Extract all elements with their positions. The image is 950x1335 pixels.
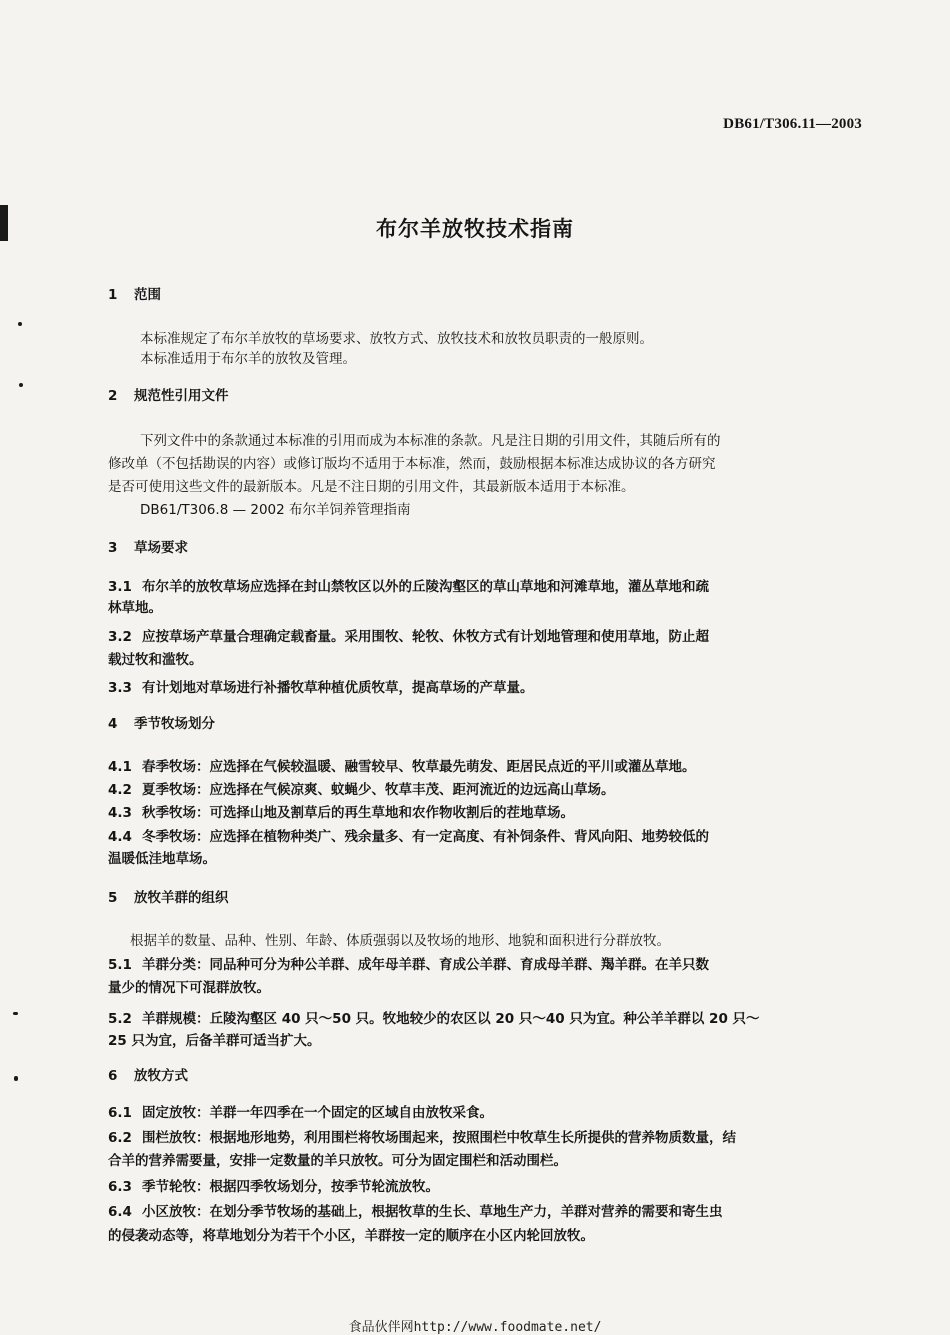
- clause-5-2-continued: 25 只为宜，后备羊群可适当扩大。: [108, 1033, 321, 1049]
- section-number: 1: [108, 287, 118, 303]
- clause-number: 6.2: [108, 1130, 132, 1146]
- clause-3-1-continued: 林草地。: [108, 600, 162, 616]
- clause-text: 应按草场产草量合理确定载畜量。采用围牧、轮牧、休牧方式有计划地管理和使用草地，防止超: [142, 629, 709, 645]
- clause-4-4-continued: 温暖低洼地草场。: [108, 851, 216, 867]
- section-title: 季节牧场划分: [134, 716, 215, 732]
- normative-reference: DB61/T306.8 — 2002 布尔羊饲养管理指南: [140, 502, 411, 518]
- clause-text: 夏季牧场：应选择在气候凉爽、蚊蝇少、牧草丰茂、距河流近的边远高山草场。: [142, 782, 615, 798]
- footer-watermark: [0, 1316, 950, 1335]
- clause-text: 羊群规模：丘陵沟壑区 40 只～50 只。牧地较少的农区以 20 只～40 只为宜。种公羊羊群以 20 只～: [142, 1011, 760, 1027]
- section-2-paragraph-line: 修改单（不包括勘误的内容）或修订版均不适用于本标准，然而，鼓励根据本标准达成协议的各方研究: [108, 456, 716, 472]
- clause-6-4: [108, 1202, 723, 1222]
- section-number: 5: [108, 890, 118, 906]
- clause-text: 有计划地对草场进行补播牧草种植优质牧草，提高草场的产草量。: [142, 680, 534, 696]
- clause-6-2-continued: 合羊的营养需要量，安排一定数量的羊只放牧。可分为固定围栏和活动围栏。: [108, 1153, 567, 1169]
- clause-number: 4.1: [108, 759, 132, 775]
- section-2-paragraph-line: 下列文件中的条款通过本标准的引用而成为本标准的条款。凡是注日期的引用文件，其随后所有的: [140, 433, 721, 449]
- clause-text: 小区放牧：在划分季节牧场的基础上，根据牧草的生长、草地生产力，羊群对营养的需要和寄生虫: [142, 1204, 723, 1220]
- clause-number: 6.1: [108, 1105, 132, 1121]
- section-1-paragraph: 本标准适用于布尔羊的放牧及管理。: [140, 351, 356, 367]
- section-4-heading: [108, 714, 215, 734]
- section-number: 2: [108, 388, 118, 404]
- page-title: 布尔羊放牧技术指南: [376, 217, 574, 241]
- clause-text: 春季牧场：应选择在气候较温暖、融雪较早、牧草最先萌发、距居民点近的平川或灌丛草地。: [142, 759, 696, 775]
- clause-6-4-continued: 的侵袭动态等，将草地划分为若干个小区，羊群按一定的顺序在小区内轮回放牧。: [108, 1228, 594, 1244]
- clause-4-4: [108, 827, 709, 847]
- clause-number: 3.1: [108, 579, 132, 595]
- section-number: 6: [108, 1068, 118, 1084]
- clause-6-1: [108, 1103, 493, 1123]
- section-number: 4: [108, 716, 118, 732]
- clause-5-2: [108, 1009, 760, 1029]
- section-number: 3: [108, 540, 118, 556]
- section-1-paragraph: 本标准规定了布尔羊放牧的草场要求、放牧方式、放牧技术和放牧员职责的一般原则。: [140, 331, 653, 347]
- scan-dot: [18, 322, 22, 326]
- section-title: 放牧方式: [134, 1068, 188, 1084]
- section-2-paragraph-line: 是否可使用这些文件的最新版本。凡是不注日期的引用文件，其最新版本适用于本标准。: [108, 479, 635, 495]
- section-5-heading: [108, 888, 229, 908]
- clause-3-3: [108, 678, 534, 698]
- section-1-heading: [108, 285, 161, 305]
- clause-4-3: [108, 803, 574, 823]
- section-6-heading: [108, 1066, 188, 1086]
- scan-dot: [13, 1012, 18, 1015]
- section-title: 范围: [134, 287, 161, 303]
- section-3-heading: [108, 538, 188, 558]
- clause-number: 3.3: [108, 680, 132, 696]
- clause-number: 5.2: [108, 1011, 132, 1027]
- clause-number: 4.2: [108, 782, 132, 798]
- clause-text: 冬季牧场：应选择在植物种类广、残余量多、有一定高度、有补饲条件、背风向阳、地势较低的: [142, 829, 709, 845]
- footer-site-name: 食品伙伴网: [348, 1320, 414, 1335]
- clause-number: 4.3: [108, 805, 132, 821]
- clause-3-2: [108, 627, 709, 647]
- scan-dot: [19, 383, 23, 387]
- document-number: DB61/T306.11—2003: [723, 116, 862, 132]
- clause-4-2: [108, 780, 615, 800]
- section-title: 草场要求: [134, 540, 188, 556]
- clause-5-1-continued: 量少的情况下可混群放牧。: [108, 980, 270, 996]
- clause-number: 5.1: [108, 957, 132, 973]
- clause-text: 布尔羊的放牧草场应选择在封山禁牧区以外的丘陵沟壑区的草山草地和河滩草地，灌丛草地和疏: [142, 579, 709, 595]
- clause-text: 羊群分类：同品种可分为种公羊群、成年母羊群、育成公羊群、育成母羊群、羯羊群。在羊只数: [142, 957, 709, 973]
- clause-3-1: [108, 577, 709, 597]
- footer-url-link[interactable]: http://www.foodmate.net/: [413, 1320, 602, 1335]
- clause-4-1: [108, 757, 696, 777]
- clause-text: 季节轮牧：根据四季牧场划分，按季节轮流放牧。: [142, 1179, 439, 1195]
- clause-text: 固定放牧：羊群一年四季在一个固定的区域自由放牧采食。: [142, 1105, 493, 1121]
- clause-3-2-continued: 载过牧和滥牧。: [108, 652, 203, 668]
- section-2-heading: [108, 386, 229, 406]
- scan-dot: [14, 1076, 18, 1081]
- clause-number: 6.4: [108, 1204, 132, 1220]
- clause-text: 秋季牧场：可选择山地及割草后的再生草地和农作物收割后的茬地草场。: [142, 805, 574, 821]
- clause-number: 3.2: [108, 629, 132, 645]
- clause-6-2: [108, 1128, 736, 1148]
- clause-text: 围栏放牧：根据地形地势，利用围栏将牧场围起来，按照围栏中牧草生长所提供的营养物质数量，结: [142, 1130, 736, 1146]
- clause-number: 4.4: [108, 829, 132, 845]
- section-title: 规范性引用文件: [134, 388, 229, 404]
- clause-5-1: [108, 955, 709, 975]
- section-title: 放牧羊群的组织: [134, 890, 229, 906]
- clause-6-3: [108, 1177, 439, 1197]
- section-5-paragraph: 根据羊的数量、品种、性别、年龄、体质强弱以及牧场的地形、地貌和面积进行分群放牧。: [130, 933, 670, 949]
- clause-number: 6.3: [108, 1179, 132, 1195]
